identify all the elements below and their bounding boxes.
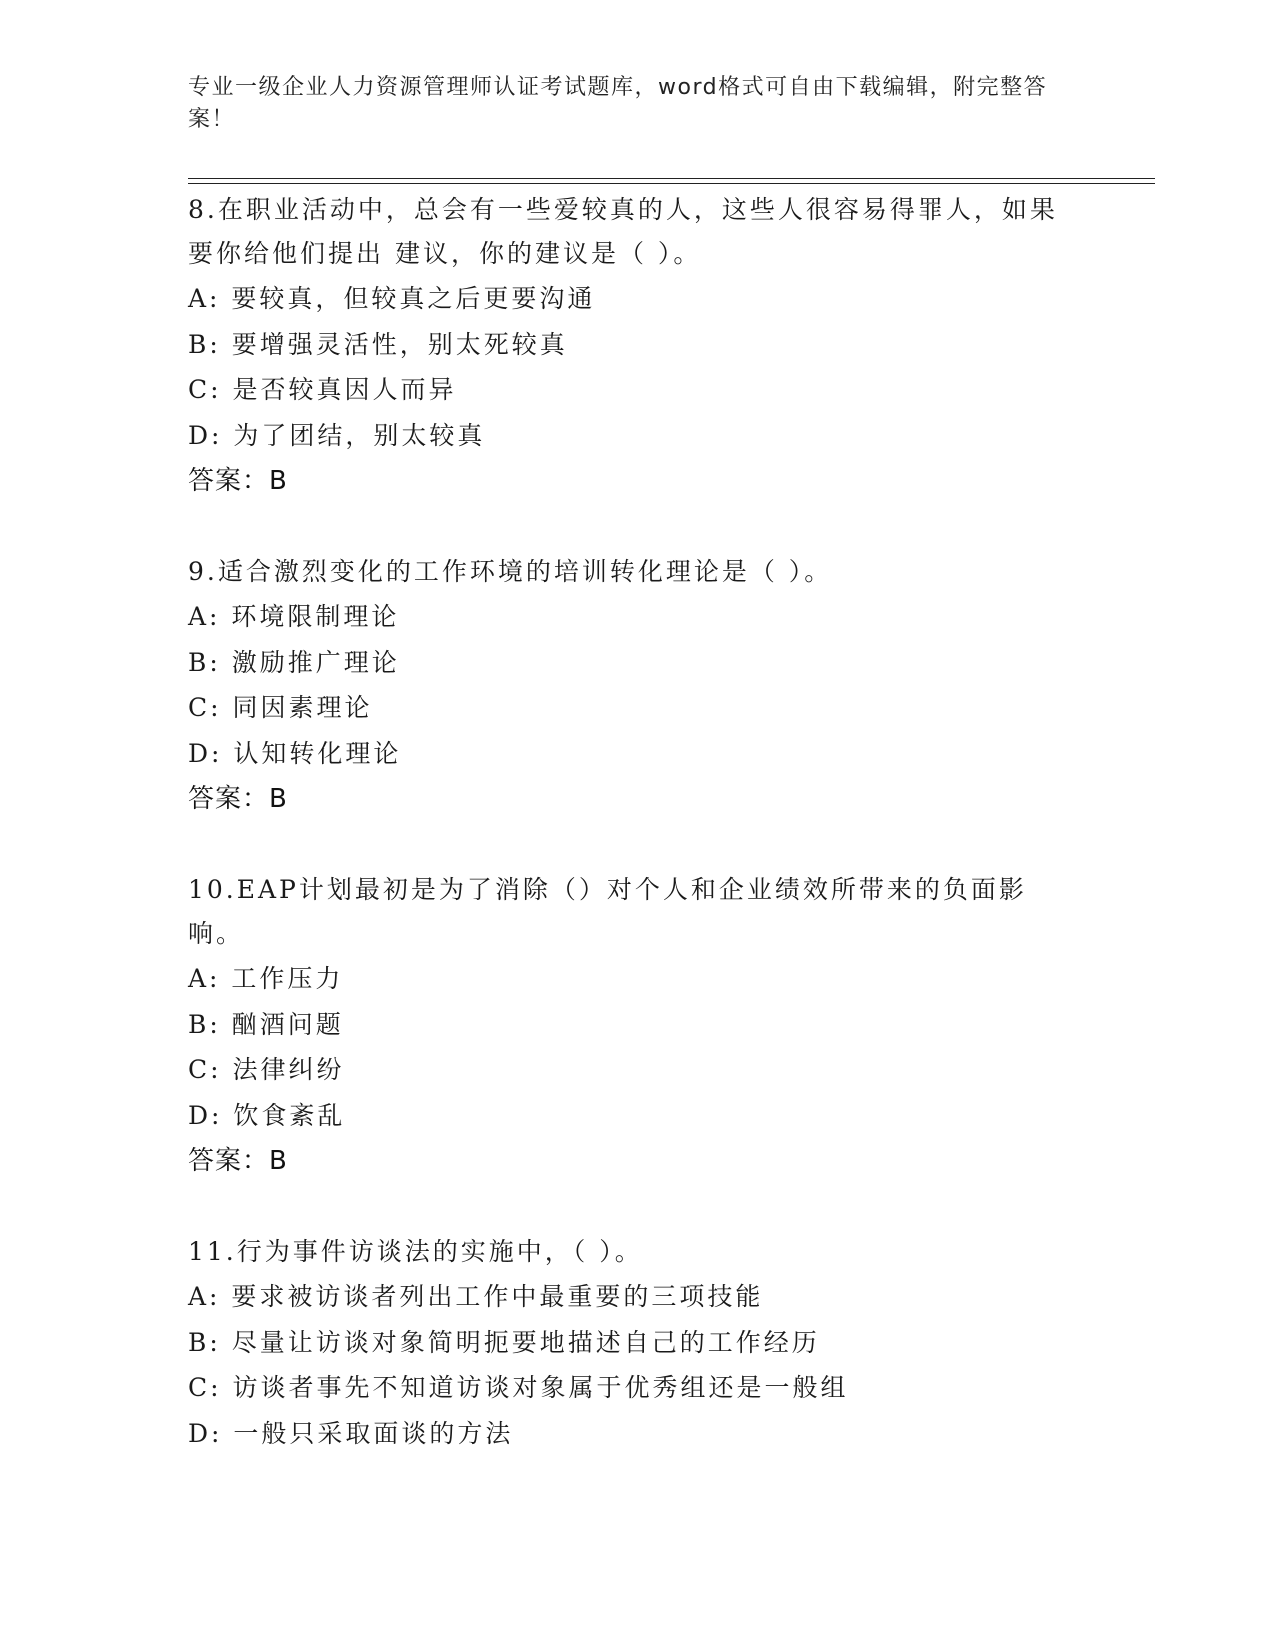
document-header: 专业一级企业人力资源管理师认证考试题库，word格式可自由下载编辑，附完整答案！ [188, 75, 1048, 132]
option-a: A: 要求被访谈者列出工作中最重要的三项技能 [188, 1282, 764, 1311]
option-a: A: 环境限制理论 [188, 602, 400, 631]
question-9 [188, 550, 1088, 822]
option-d: D: 饮食紊乱 [188, 1100, 346, 1130]
option-c: C: 访谈者事先不知道访谈对象属于优秀组还是一般组 [188, 1373, 849, 1402]
question-stem: 9.适合激烈变化的工作环境的培训转化理论是（ ）。 [188, 557, 833, 586]
question-stem: 10.EAP计划最初是为了消除（）对个人和企业绩效所带来的负面影响。 [188, 875, 1027, 948]
option-d: D: 一般只采取面谈的方法 [188, 1418, 514, 1448]
option-d: D: 认知转化理论 [188, 738, 402, 768]
option-b: B: 尽量让访谈对象简明扼要地描述自己的工作经历 [188, 1327, 820, 1357]
answer: 答案：B [188, 784, 288, 814]
option-a: A: 要较真，但较真之后更要沟通 [188, 284, 596, 313]
option-b: B: 激励推广理论 [188, 647, 400, 677]
question-list [188, 188, 1088, 1502]
option-a: A: 工作压力 [188, 964, 344, 993]
header-divider-top [188, 178, 1155, 179]
option-c: C: 是否较真因人而异 [188, 375, 457, 404]
question-stem: 11.行为事件访谈法的实施中，（ ）。 [188, 1237, 643, 1266]
option-b: B: 酗酒问题 [188, 1009, 344, 1039]
option-c: C: 同因素理论 [188, 693, 373, 722]
header-divider-bottom [188, 183, 1155, 184]
question-8 [188, 188, 1088, 504]
option-d: D: 为了团结，别太较真 [188, 420, 486, 450]
question-stem: 8.在职业活动中，总会有一些爱较真的人，这些人很容易得罪人，如果要你给他们提出 建议，你的建议是（ ）。 [188, 195, 1058, 268]
answer: 答案：B [188, 1146, 288, 1176]
question-11 [188, 1230, 1088, 1456]
option-b: B: 要增强灵活性，别太死较真 [188, 329, 568, 359]
answer: 答案：B [188, 466, 288, 496]
question-10 [188, 868, 1088, 1184]
option-c: C: 法律纠纷 [188, 1055, 345, 1084]
